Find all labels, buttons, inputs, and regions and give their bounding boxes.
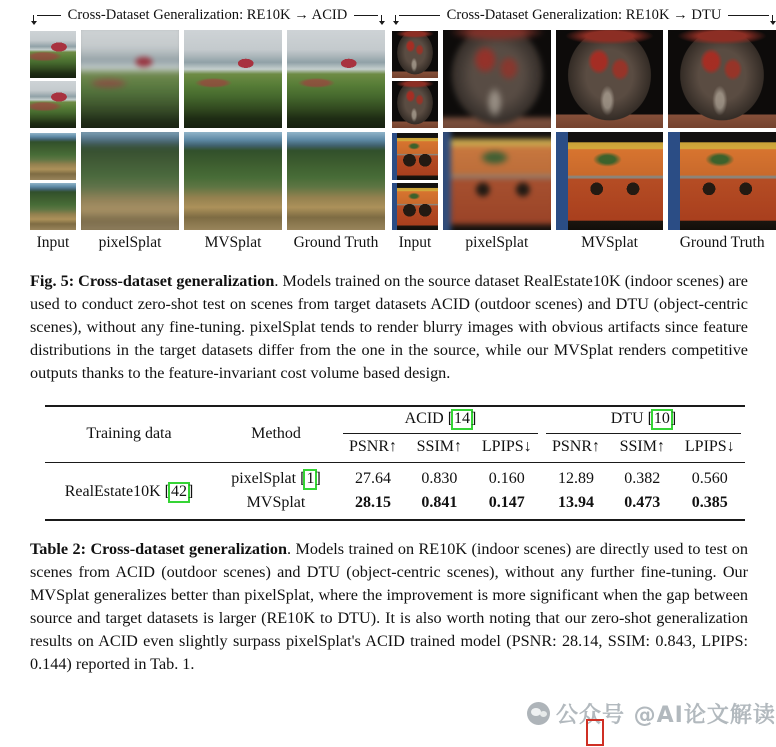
value-cell: 0.385	[691, 493, 728, 511]
citation-link-acid[interactable]: 14	[451, 409, 473, 430]
col-header-method: Method	[251, 425, 301, 443]
bracket-arrow-right-icon	[378, 15, 385, 25]
acid-row2-input-images	[30, 132, 76, 230]
bracket: ]	[187, 483, 194, 501]
value-cell: 12.89	[542, 462, 610, 491]
value-cell: 0.147	[488, 493, 525, 511]
dtu-groundtruth-image-2	[668, 132, 776, 230]
bracket: ]	[670, 410, 677, 427]
acid-label-mvsplat: MVSplat	[204, 234, 262, 251]
panel-header-dtu-text: Cross-Dataset Generalization: RE10K → DTU	[446, 7, 722, 23]
metric-psnr-dtu: PSNR↑	[551, 437, 600, 455]
dtu-label-pixelsplat: pixelSplat	[465, 234, 529, 251]
bracket-arrow-left-icon	[392, 15, 399, 25]
metric-psnr-acid: PSNR↑	[349, 437, 398, 455]
bracket: [	[447, 410, 454, 427]
bracket: [	[300, 469, 306, 487]
acid-pixelsplat-image-1	[81, 30, 179, 128]
panel-header-dtu	[392, 6, 776, 27]
watermark-text: 公众号 @AI论文解读	[556, 703, 776, 728]
dtu-label-groundtruth: Ground Truth	[679, 234, 765, 251]
bracket: ]	[471, 410, 477, 427]
metric-ssim-acid: SSIM↑	[416, 437, 462, 455]
value-cell: 0.841	[421, 493, 458, 511]
citation-link-dtu[interactable]: 10	[651, 409, 673, 430]
col-header-training-data: Training data	[86, 425, 172, 443]
dtu-input-image-2b	[392, 183, 438, 230]
acid-label-pixelsplat: pixelSplat	[98, 234, 162, 251]
method-pixelsplat-label: pixelSplat	[231, 469, 297, 487]
training-data-name: RealEstate10K	[64, 483, 161, 501]
citation-link-re10k[interactable]: 42	[168, 482, 190, 503]
acid-image-grid	[30, 30, 385, 230]
table-group-header-row	[45, 406, 745, 436]
bracket-line	[728, 15, 769, 16]
acid-input-image-2a	[30, 133, 76, 180]
watermark	[527, 698, 776, 729]
dtu-groundtruth-image-1	[668, 30, 776, 128]
figure-5	[0, 0, 776, 253]
dtu-mvsplat-image-1	[556, 30, 664, 128]
results-table	[45, 405, 745, 521]
bracket: ]	[315, 469, 321, 487]
dtu-column-labels	[392, 233, 776, 253]
dtu-pixelsplat-image-1	[443, 30, 551, 128]
table-caption-lead: Table 2: Cross-dataset generalization	[30, 539, 288, 558]
method-mvsplat: MVSplat	[246, 493, 306, 511]
acid-input-image-1b	[30, 81, 76, 128]
panel-header-acid-text: Cross-Dataset Generalization: RE10K → ACID	[67, 7, 348, 23]
dtu-image-grid	[392, 30, 776, 230]
group-dtu-label: DTU	[610, 410, 644, 427]
acid-label-input: Input	[36, 234, 70, 251]
value-cell: 0.382	[610, 462, 675, 491]
training-data-cell	[45, 462, 213, 519]
dtu-mvsplat-image-2	[556, 132, 664, 230]
bracket-line	[399, 15, 440, 16]
red-link-box[interactable]	[586, 719, 604, 746]
group-header-dtu	[542, 406, 745, 436]
bracket-line	[354, 15, 378, 16]
figure-caption-body: . Models trained on the source dataset RealEstate10K (indoor scenes) are used to conduct zero-shot test on scenes from target datasets ACID (outdoor scenes) and DTU (object-centric scenes), without any fine-tuning. pixelSplat tends to render blurry images with obvious artifacts since feature distributions in the target datasets differ from the one in the source, while our MVSplat renders competitive outputs thanks to the feature-invariant cost volume based design.	[30, 272, 748, 382]
wechat-icon	[527, 702, 550, 725]
figure-caption-lead: Fig. 5: Cross-dataset generalization	[30, 272, 275, 290]
figure-panel-acid	[30, 6, 385, 253]
value-cell: 0.560	[675, 462, 745, 491]
citation-link-pixelsplat[interactable]: 1	[303, 469, 317, 490]
group-acid-label: ACID	[404, 410, 444, 427]
table-row-pixelsplat	[45, 462, 745, 491]
value-cell: 28.15	[355, 493, 392, 511]
dtu-row2-input-images	[392, 132, 438, 230]
value-cell: 0.830	[407, 462, 472, 491]
dtu-label-mvsplat: MVSplat	[581, 234, 638, 251]
method-pixelsplat	[213, 462, 339, 491]
acid-mvsplat-image-2	[184, 132, 282, 230]
acid-pixelsplat-image-2	[81, 132, 179, 230]
value-cell: 27.64	[339, 462, 407, 491]
group-header-acid	[339, 406, 542, 436]
panel-header-acid	[30, 6, 385, 27]
value-cell: 13.94	[557, 493, 594, 511]
figure-caption	[30, 270, 748, 385]
acid-groundtruth-image-1	[287, 30, 385, 128]
metric-lpips-acid: LPIPS↓	[481, 437, 532, 455]
acid-row1-input-images	[30, 30, 76, 128]
value-cell: 0.160	[472, 462, 542, 491]
table-caption	[30, 538, 748, 676]
dtu-input-image-2a	[392, 133, 438, 180]
bracket: [	[164, 483, 170, 501]
metric-lpips-dtu: LPIPS↓	[684, 437, 735, 455]
acid-column-labels	[30, 233, 385, 253]
bracket: [	[647, 410, 653, 427]
value-cell: 0.473	[624, 493, 661, 511]
acid-groundtruth-image-2	[287, 132, 385, 230]
bracket-arrow-left-icon	[30, 15, 37, 25]
acid-input-image-2b	[30, 183, 76, 230]
dtu-label-input: Input	[398, 234, 432, 251]
dtu-input-image-1b	[392, 81, 438, 128]
dtu-pixelsplat-image-2	[443, 132, 551, 230]
dtu-input-image-1a	[392, 31, 438, 78]
dtu-row1-input-images	[392, 30, 438, 128]
table-caption-body: . Models trained on RE10K (indoor scenes) are directly used to test on scenes from ACID (outdoor scenes) and DTU (object-centric scenes), without any further fine-tuning. Our MVSplat generalizes better than pixelSplat, where the improvement is more significant when the gap between source and target datasets is larger (RE10K to DTU). It is also worth noting that our zero-shot generalization results on ACID even slightly surpass pixelSplat's ACID trained model (PSNR: 28.14, SSIM: 0.843, LPIPS: 0.144) reported in Tab. 1.	[30, 539, 748, 673]
acid-label-groundtruth: Ground Truth	[293, 234, 379, 251]
metric-ssim-dtu: SSIM↑	[619, 437, 665, 455]
bracket-line	[37, 15, 61, 16]
acid-mvsplat-image-1	[184, 30, 282, 128]
bracket-arrow-right-icon	[769, 15, 776, 25]
acid-input-image-1a	[30, 31, 76, 78]
figure-panel-dtu	[392, 6, 776, 253]
